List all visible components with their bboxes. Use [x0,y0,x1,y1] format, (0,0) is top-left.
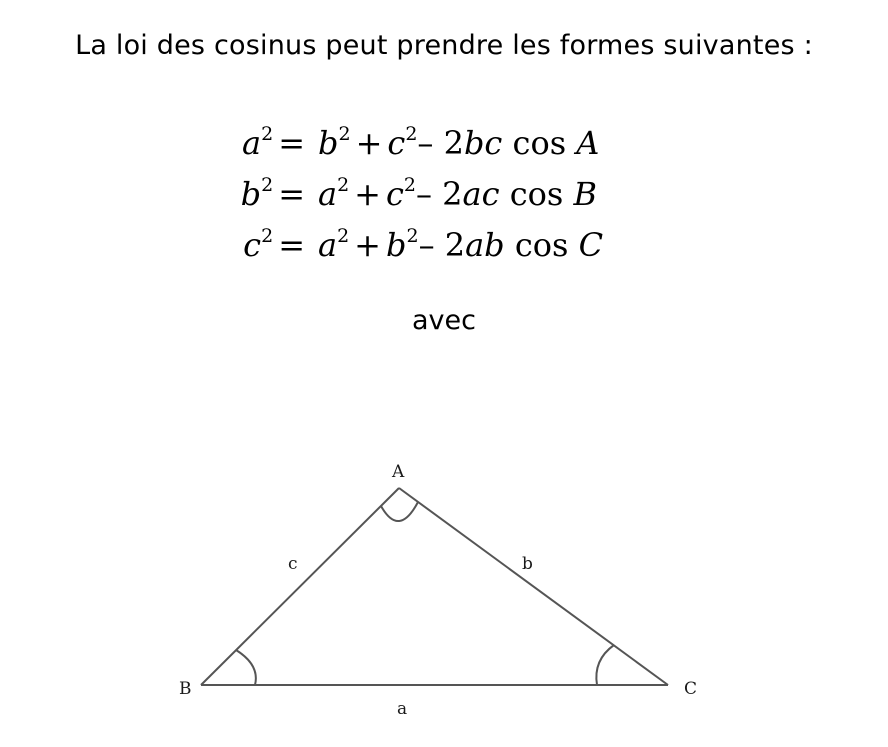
formula-rhs: $b^2 + c^2-$ 2bc cos A [318,122,600,162]
side-label-c: c [288,554,298,574]
side-b-line [399,488,668,685]
angle-arc-c [596,645,614,685]
formula-rhs: $a^2 + c^2-$ 2ac cos B [318,173,597,213]
angle-arc-a [381,502,418,521]
formula-lhs: $c^2$ = [243,224,305,264]
intro-text: La loi des cosinus peut prendre les formes suivantes : [75,30,813,61]
vertex-label-b: B [179,679,192,699]
formula-rhs: $a^2 + b^2-$ 2ab cos C [318,224,604,264]
avec-text: avec [412,305,476,336]
vertex-label-a: A [392,462,405,482]
formula-lhs: $a^2$ = [242,122,305,162]
side-c-line [201,488,399,685]
side-label-b: b [522,554,533,574]
formula-lhs: $b^2$ = [240,173,305,213]
angle-arc-b [236,650,256,685]
vertex-label-c: C [684,679,698,699]
side-label-a: a [397,699,408,719]
